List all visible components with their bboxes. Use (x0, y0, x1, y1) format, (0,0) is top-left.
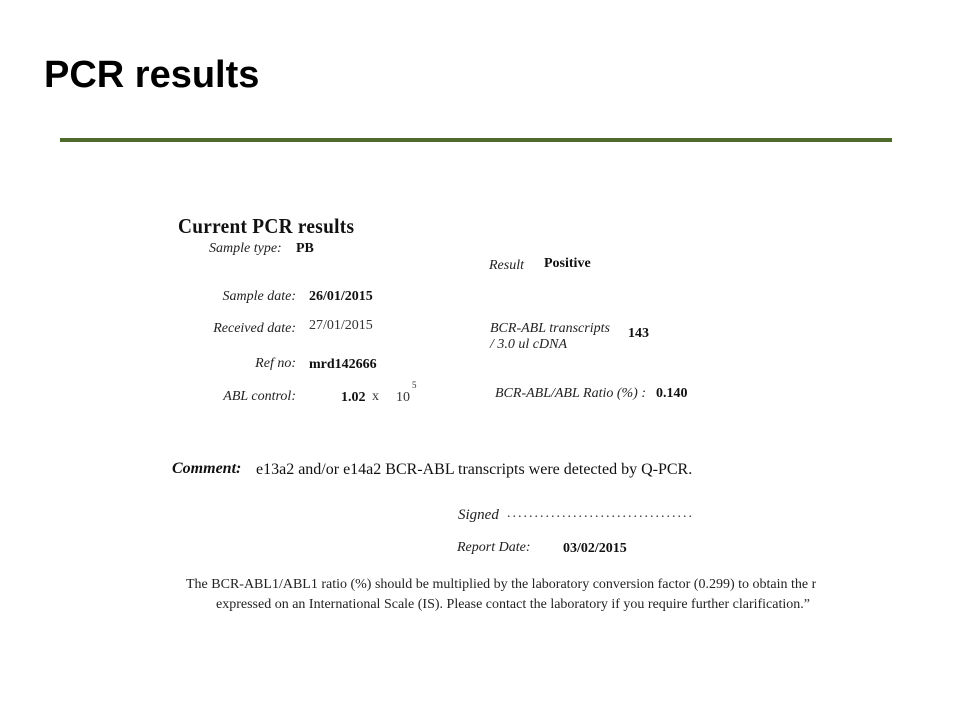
ratio-value: 0.140 (656, 386, 688, 401)
received-date-value: 27/01/2015 (309, 318, 373, 333)
ratio-label: BCR-ABL/ABL Ratio (%) : (495, 386, 646, 401)
signed-label: Signed (458, 507, 499, 523)
abl-control-value: 1.02 (341, 390, 366, 405)
abl-control-base: 10 (396, 390, 410, 405)
report-date-label: Report Date: (457, 540, 531, 555)
sample-type-label: Sample type: (209, 241, 282, 256)
ref-no-label: Ref no: (255, 356, 296, 371)
received-date-label: Received date: (213, 321, 296, 336)
transcripts-value: 143 (628, 326, 649, 341)
result-label: Result (489, 258, 524, 273)
slide-title: PCR results (44, 54, 260, 96)
transcripts-label-line2: / 3.0 ul cDNA (490, 337, 567, 352)
comment-label: Comment: (172, 460, 242, 477)
report-heading: Current PCR results (178, 214, 355, 238)
sample-date-value: 26/01/2015 (309, 289, 373, 304)
signed-dots: .................................. (507, 506, 694, 521)
result-value: Positive (544, 256, 591, 271)
abl-control-times: x (372, 389, 379, 404)
transcripts-label-line1: BCR-ABL transcripts (490, 321, 610, 336)
note-line-2: expressed on an International Scale (IS). Please contact the laboratory if you require further clarification.” (216, 597, 810, 612)
sample-date-label: Sample date: (222, 289, 296, 304)
note-line-1: The BCR-ABL1/ABL1 ratio (%) should be multiplied by the laboratory conversion factor (0.299) to obtain the r (186, 577, 817, 592)
ref-no-value: mrd142666 (309, 357, 377, 372)
abl-control-label: ABL control: (223, 389, 296, 404)
comment-text: e13a2 and/or e14a2 BCR-ABL transcripts were detected by Q-PCR. (256, 461, 693, 478)
abl-control-exponent: 5 (412, 380, 417, 390)
report-date-value: 03/02/2015 (563, 541, 627, 556)
sample-type-value: PB (296, 241, 314, 256)
